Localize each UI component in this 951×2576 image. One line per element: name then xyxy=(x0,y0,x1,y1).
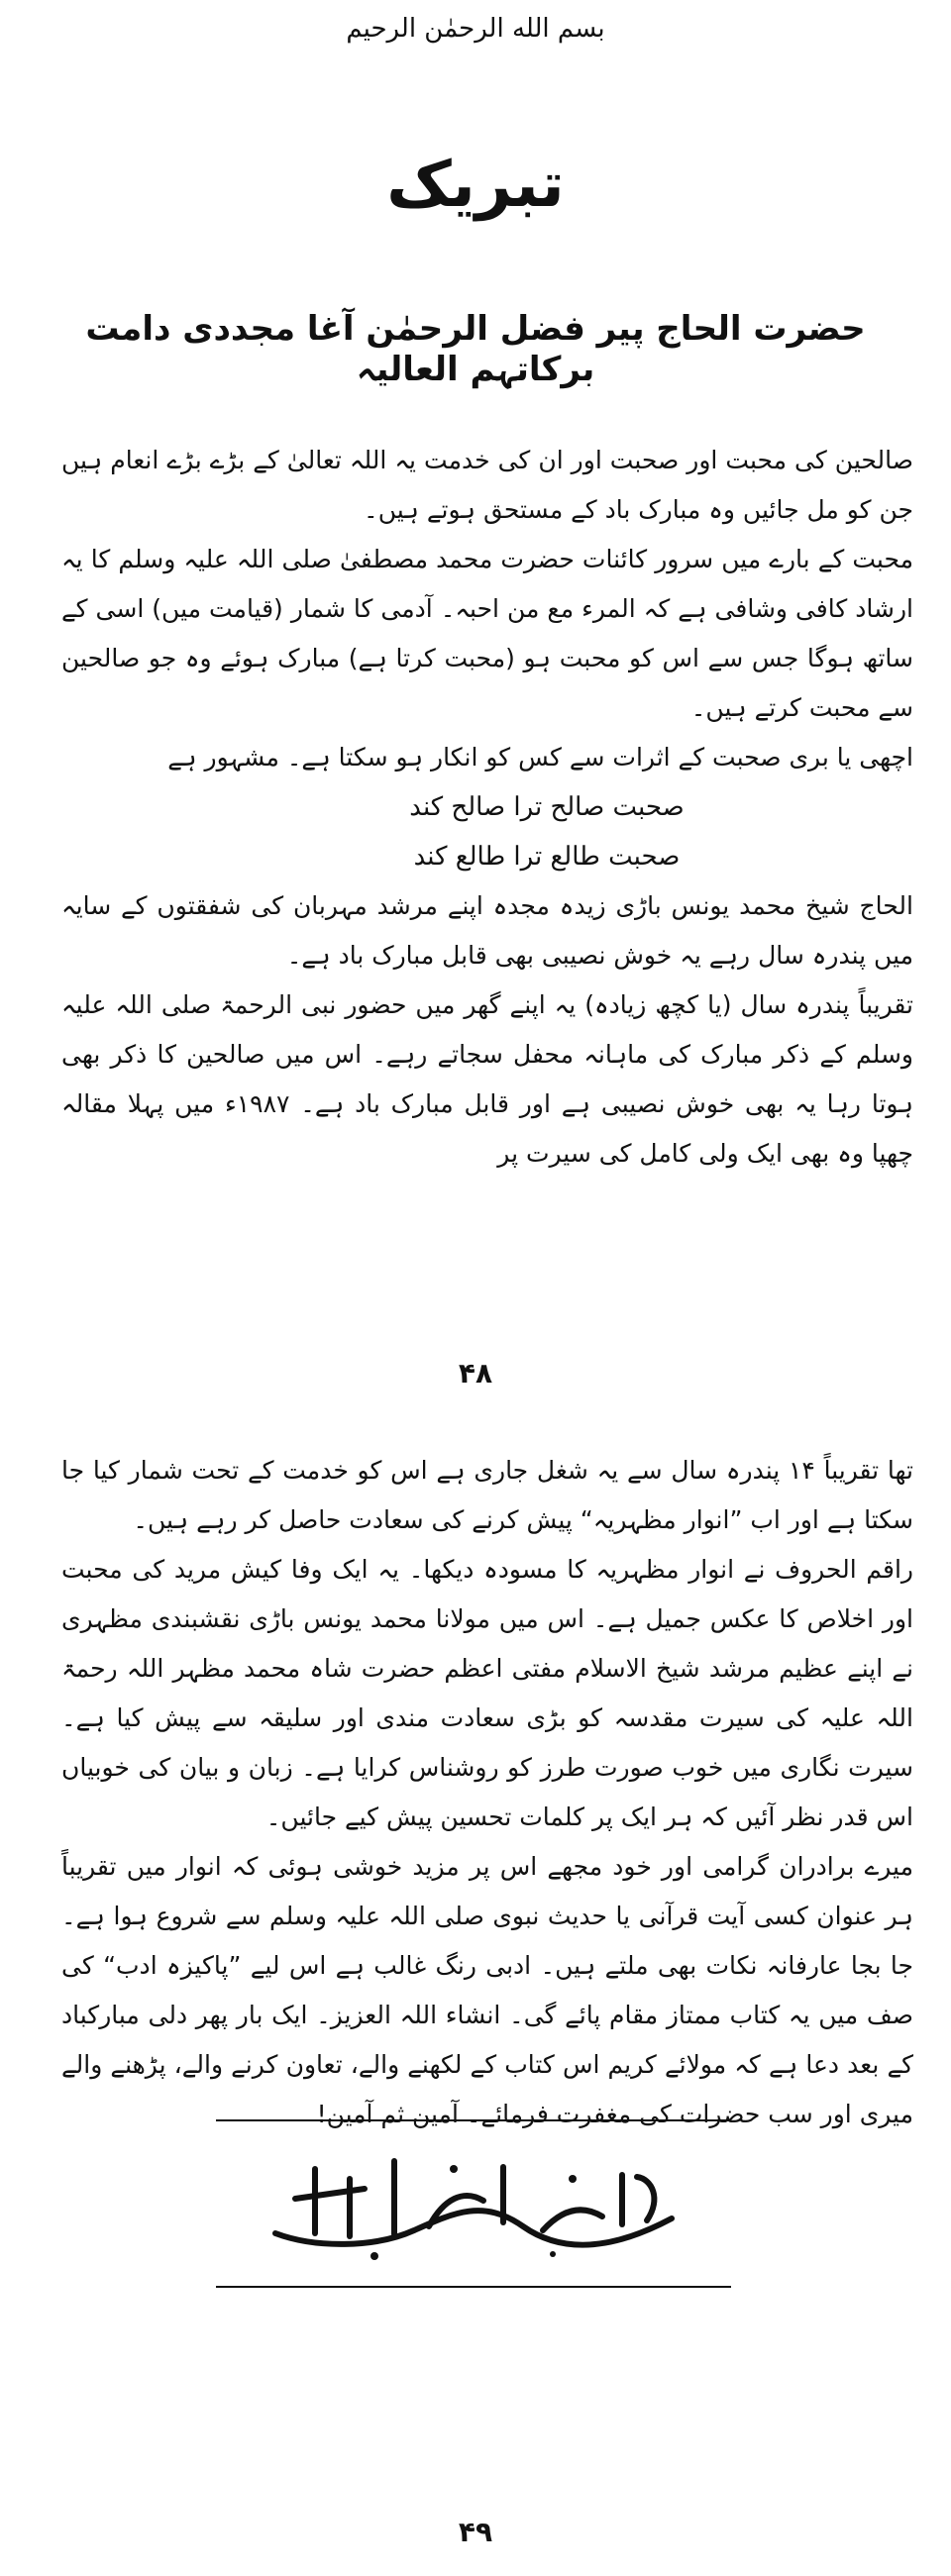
calligraphy-text xyxy=(216,2175,731,2215)
persian-verse: صحبت طالع ترا طالع کند xyxy=(413,842,681,872)
persian-verse: صحبت صالح ترا صالح کند xyxy=(409,792,685,822)
paragraph: تقریباً پندرہ سال (یا کچھ زیادہ) یہ اپنے گھر میں حضور نبی الرحمۃ صلی اللہ علیہ وسلم کے ذکر مبارک کی ماہانہ محفل سجاتے رہے۔ اس میں صالحین کا ذکر بھی ہوتا رہا یہ بھی خوش نصیبی ہے اور قابل مبارک باد ہے۔ ۱۹۸۷ء میں پہلا مقالہ چھپا وہ بھی ایک ولی کامل کی سیرت پر xyxy=(61,990,913,1168)
divider xyxy=(216,2119,731,2121)
paragraph: میرے برادران گرامی اور خود مجھے اس پر مزید خوشی ہوئی کہ انوار میں تقریباً ہر عنوان کسی آیت قرآنی یا حدیث نبوی صلی اللہ علیہ وسلم سے شروع ہوا ہے۔ جا بجا عارفانہ نکات بھی ملتے ہیں۔ ادبی رنگ غالب ہے اس لیے ”پاکیزہ ادب“ کی صف میں یہ کتاب ممتاز مقام پائے گی۔ انشاء اللہ العزیز۔ ایک بار پھر دلی مبارکباد کے بعد دعا ہے کہ مولائے کریم اس کتاب کے لکھنے والے، تعاون کرنے والے، پڑھنے والے میری اور سب حضرات کی مغفرت فرمائے۔ آمین ثم آمین! xyxy=(61,1852,913,2128)
bismillah: بسم الله الرحمٰن الرحیم xyxy=(346,14,605,44)
calligraphy-panel xyxy=(216,2119,731,2288)
paragraph: محبت کے بارے میں سرور کائنات حضرت محمد مصطفیٰ صلی اللہ علیہ وسلم کا یہ ارشاد کافی وشافی ہے کہ المرء مع من احبہ۔ آدمی کا شمار (قیامت میں) اسی کے ساتھ ہوگا جس سے اس کو محبت ہو (محبت کرتا ہے) مبارک ہوئے وہ جو صالحین سے محبت کرتے ہیں۔ xyxy=(61,545,913,722)
paragraph: تھا تقریباً ۱۴ پندرہ سال سے یہ شغل جاری ہے اس کو خدمت کے تحت شمار کیا جا سکتا ہے اور اب ”انوار مظہریہ“ پیش کرنے کی سعادت حاصل کر رہے ہیں۔ xyxy=(61,1456,913,1534)
author-byline: حضرت الحاج پیر فضل الرحمٰن آغا مجددی دامت برکاتہم العالیہ xyxy=(85,309,866,389)
body-text xyxy=(61,436,913,1179)
page-number: ۴۹ xyxy=(458,2516,493,2548)
paragraph: اچھی یا بری صحبت کے اثرات سے کس کو انکار ہو سکتا ہے۔ مشہور ہے xyxy=(167,743,913,772)
page-49 xyxy=(0,1406,951,2576)
body-text xyxy=(61,1446,913,2139)
divider xyxy=(216,2286,731,2288)
page-title: تبریک xyxy=(386,149,565,222)
paragraph: راقم الحروف نے انوار مظہریہ کا مسودہ دیکھا۔ یہ ایک وفا کیش مرید کی محبت اور اخلاص کا عکس جمیل ہے۔ اس میں مولانا محمد یونس باڑی نقشبندی مظہری نے اپنے عظیم مرشد شیخ الاسلام مفتی اعظم حضرت شاہ محمد مظہر اللہ رحمۃ اللہ علیہ کی سیرت مقدسہ کو بڑی سعادت مندی اور سلیقہ سے پیش کیا ہے۔ سیرت نگاری میں خوب صورت طرز کو روشناس کرایا ہے۔ زبان و بیان کی خوبیاں اس قدر نظر آئیں کہ ہر ایک پر کلمات تحسین پیش کیے جائیں۔ xyxy=(61,1555,913,1831)
page-number: ۴۸ xyxy=(458,1357,493,1390)
paragraph: صالحین کی محبت اور صحبت اور ان کی خدمت یہ اللہ تعالیٰ کے بڑے بڑے انعام ہیں جن کو مل جائیں وہ مبارک باد کے مستحق ہوتے ہیں۔ xyxy=(61,446,913,524)
paragraph: الحاج شیخ محمد یونس باڑی زیدہ مجدہ اپنے مرشد مہربان کی شفقتوں کے سایہ میں پندرہ سال رہے یہ خوش نصیبی بھی قابل مبارک باد ہے۔ xyxy=(61,891,913,970)
